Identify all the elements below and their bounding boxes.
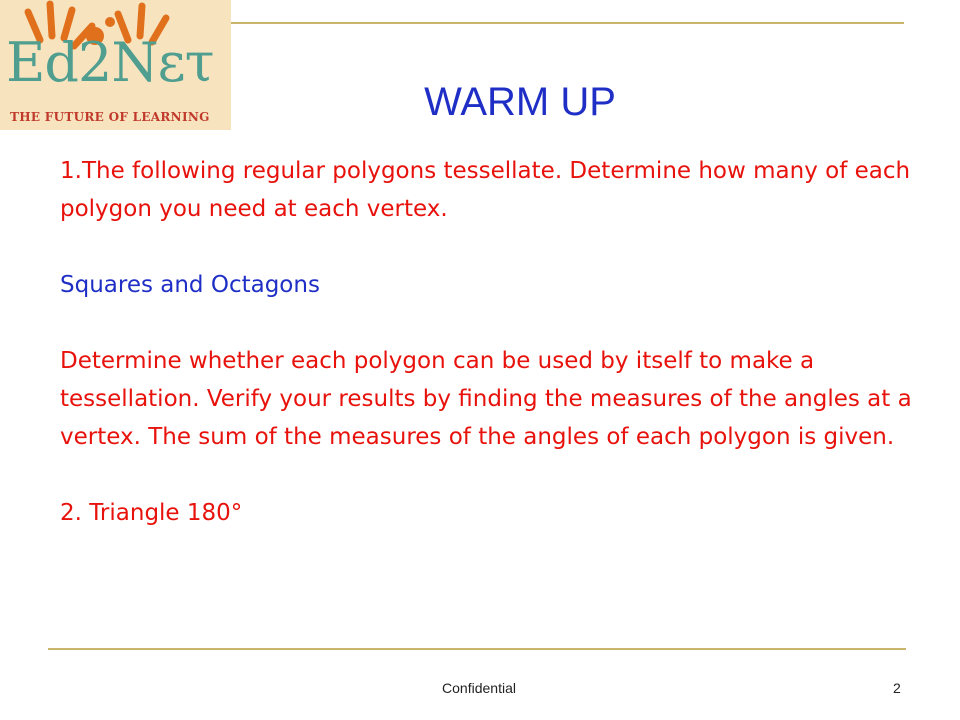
top-divider [228,22,904,24]
logo-tagline: THE FUTURE OF LEARNING [10,110,210,124]
page-number: 2 [893,680,901,696]
slide-body [60,152,920,532]
question-1: 1.The following regular polygons tessellate. Determine how many of each polygon you need at each vertex. [60,158,911,222]
slide-title: WARM UP [424,80,616,124]
logo-wordmark: Ed2Nετ [6,31,214,94]
footer-confidential: Confidential [442,680,516,696]
instructions-paragraph: Determine whether each polygon can be used by itself to make a tessellation. Verify your results by finding the measures of the angles at a vertex. The sum of the measures of the angles of each polygon is given. [60,348,912,450]
bottom-divider [48,648,906,650]
question-2: 2. Triangle 180° [60,500,243,526]
subtitle-squares-octagons: Squares and Octagons [60,272,320,298]
